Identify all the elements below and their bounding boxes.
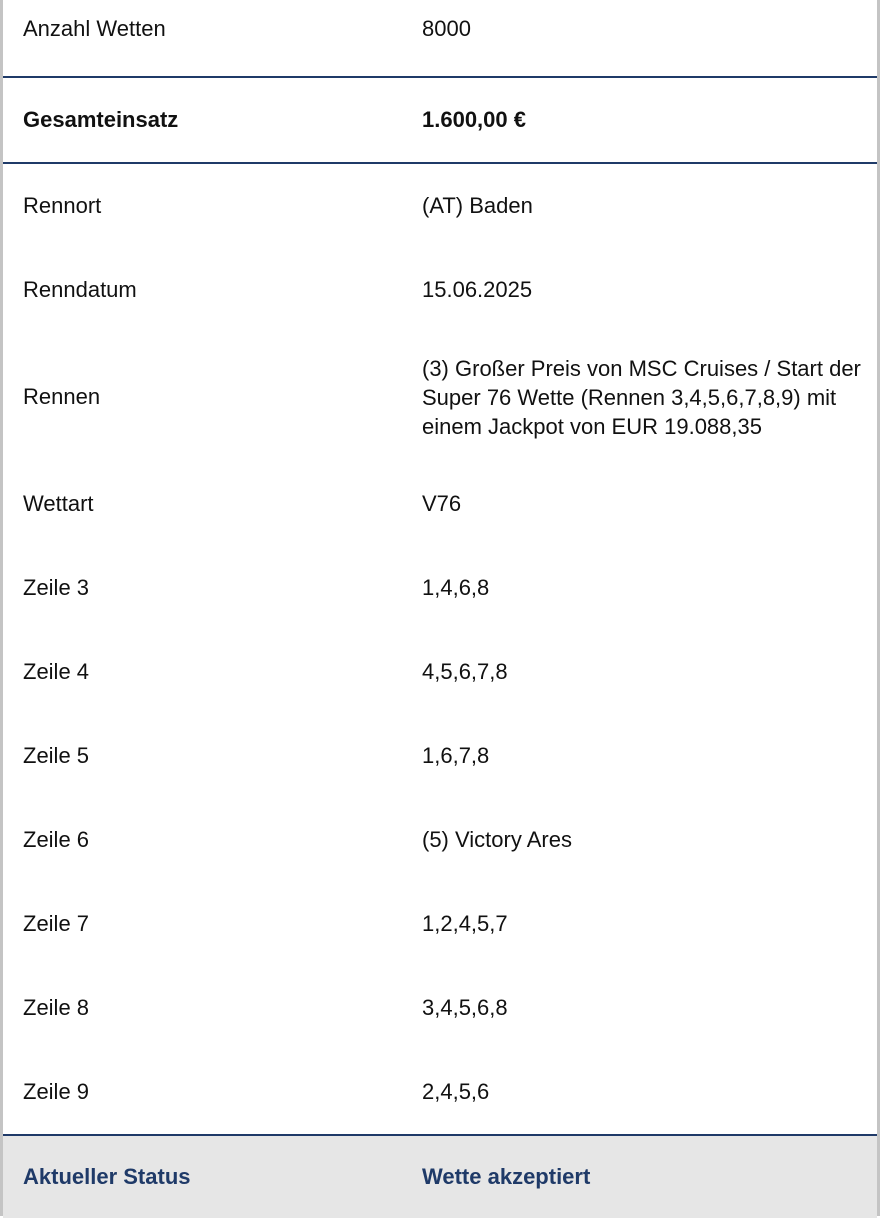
line-5-label: Zeile 5: [23, 743, 90, 768]
detail-row-line-6: [3, 798, 877, 882]
detail-row-line-3: [3, 546, 877, 630]
detail-row-line-5: [3, 714, 877, 798]
line-5-value: 1,6,7,8: [422, 743, 490, 768]
status-label: Aktueller Status: [23, 1164, 191, 1189]
line-6-value: (5) Victory Ares: [422, 827, 572, 852]
line-9-label: Zeile 9: [23, 1079, 90, 1104]
line-8-label: Zeile 8: [23, 995, 90, 1020]
line-3-label: Zeile 3: [23, 575, 90, 600]
total-stake-label: Gesamteinsatz: [23, 107, 179, 132]
line-8-value: 3,4,5,6,8: [422, 995, 508, 1020]
bet-count-label: Anzahl Wetten: [23, 16, 166, 41]
bet-type-value: V76: [422, 491, 462, 516]
detail-row-line-8: [3, 966, 877, 1050]
total-stake-value: 1.600,00 €: [422, 107, 526, 132]
line-4-value: 4,5,6,7,8: [422, 659, 508, 684]
detail-row-race-venue: [3, 164, 877, 248]
line-6-label: Zeile 6: [23, 827, 90, 852]
status-row: [3, 1136, 877, 1218]
total-stake-row: [3, 78, 877, 162]
line-9-value: 2,4,5,6: [422, 1079, 490, 1104]
bet-count-row: [3, 0, 877, 76]
line-7-label: Zeile 7: [23, 911, 90, 936]
line-4-label: Zeile 4: [23, 659, 90, 684]
line-3-value: 1,4,6,8: [422, 575, 490, 600]
race-date-label: Renndatum: [23, 277, 137, 302]
detail-row-line-7: [3, 882, 877, 966]
race-venue-value: (AT) Baden: [422, 193, 533, 218]
bet-type-label: Wettart: [23, 491, 94, 516]
detail-row-bet-type: [3, 462, 877, 546]
detail-row-line-4: [3, 630, 877, 714]
race-venue-label: Rennort: [23, 193, 102, 218]
race-label: Rennen: [23, 384, 101, 409]
detail-row-line-9: [3, 1050, 877, 1134]
detail-row-race-date: [3, 248, 877, 332]
race-date-value: 15.06.2025: [422, 277, 533, 302]
race-value: (3) Großer Preis von MSC Cruises / Start der Super 76 Wette (Rennen 3,4,5,6,7,8,9) mit einem Jackpot von EUR 19.088,35: [422, 355, 861, 439]
detail-row-race: [3, 332, 877, 462]
bet-count-value: 8000: [422, 16, 471, 41]
status-value: Wette akzeptiert: [422, 1164, 591, 1189]
line-7-value: 1,2,4,5,7: [422, 911, 508, 936]
